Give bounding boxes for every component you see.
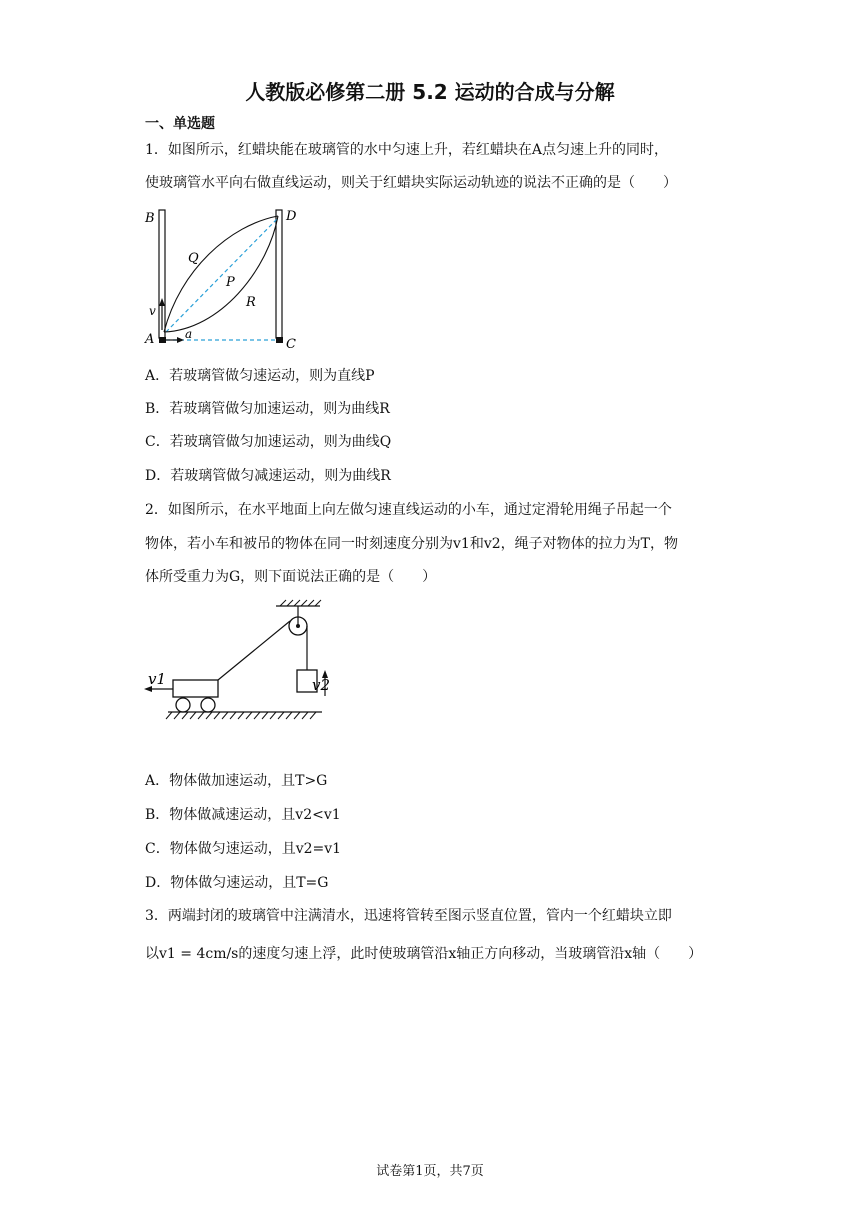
right-tube (276, 210, 282, 338)
document-title: 人教版必修第二册 5.2 运动的合成与分解 (245, 80, 615, 104)
q1-option-d: D．若玻璃管做匀减速运动，则为曲线R (145, 468, 391, 484)
label-v: v (149, 304, 156, 318)
dashed-line-ad (166, 218, 278, 332)
q1-text-line2: 使玻璃管水平向右做直线运动，则关于红蜡块实际运动轨迹的说法不正确的是（ ） (145, 175, 677, 191)
q3-text-line2: 以v1 = 4cm/s的速度匀速上浮，此时使玻璃管沿x轴正方向移动，当玻璃管沿x轴（ ） (145, 946, 703, 962)
cart-wheel-right (201, 698, 215, 712)
cart-body (173, 680, 218, 697)
q2-text-line2: 物体，若小车和被吊的物体在同一时刻速度分别为v1和v2，绳子对物体的拉力为T，物 (145, 536, 678, 552)
left-base (159, 337, 166, 343)
q1-option-b: B．若玻璃管做匀加速运动，则为曲线R (145, 401, 390, 417)
label-p: P (226, 275, 235, 290)
page-footer: 试卷第1页，共7页 (376, 1164, 484, 1179)
curve-r (164, 216, 278, 332)
q2-text-line1: 2．如图所示，在水平地面上向左做匀速直线运动的小车，通过定滑轮用绳子吊起一个 (145, 502, 672, 518)
q1-option-c: C．若玻璃管做匀加速运动，则为曲线Q (145, 434, 392, 450)
rope-to-cart (218, 621, 290, 680)
label-q: Q (188, 251, 199, 266)
q2-option-b: B．物体做减速运动，且v2<v1 (145, 807, 341, 823)
q2-text-line3: 体所受重力为G，则下面说法正确的是（ ） (145, 569, 437, 585)
label-d: D (286, 209, 297, 224)
label-a-point: A (145, 332, 155, 347)
q2-option-d: D．物体做匀速运动，且T=G (145, 875, 329, 891)
q1-text-line1: 1．如图所示，红蜡块能在玻璃管的水中匀速上升，若红蜡块在A点匀速上升的同时， (145, 142, 669, 158)
curve-q (164, 216, 278, 332)
right-base (276, 337, 283, 343)
q2-option-c: C．物体做匀速运动，且v2=v1 (145, 841, 342, 857)
label-v1: v1 (148, 670, 167, 688)
label-c: C (286, 337, 296, 352)
q1-figure (140, 200, 310, 355)
q3-text-line1: 3．两端封闭的玻璃管中注满清水，迅速将管转至图示竖直位置，管内一个红蜡块立即 (145, 908, 672, 924)
label-v2: v2 (311, 676, 330, 694)
label-a-accel: a (185, 327, 193, 341)
label-b: B (145, 211, 155, 226)
cart-wheel-left (176, 698, 190, 712)
q2-figure (140, 596, 330, 726)
label-r: R (246, 295, 256, 310)
q2-option-a: A．物体做加速运动，且T>G (145, 773, 328, 789)
section-heading: 一、单选题 (145, 116, 215, 132)
q1-option-a: A．若玻璃管做匀速运动，则为直线P (145, 368, 375, 384)
